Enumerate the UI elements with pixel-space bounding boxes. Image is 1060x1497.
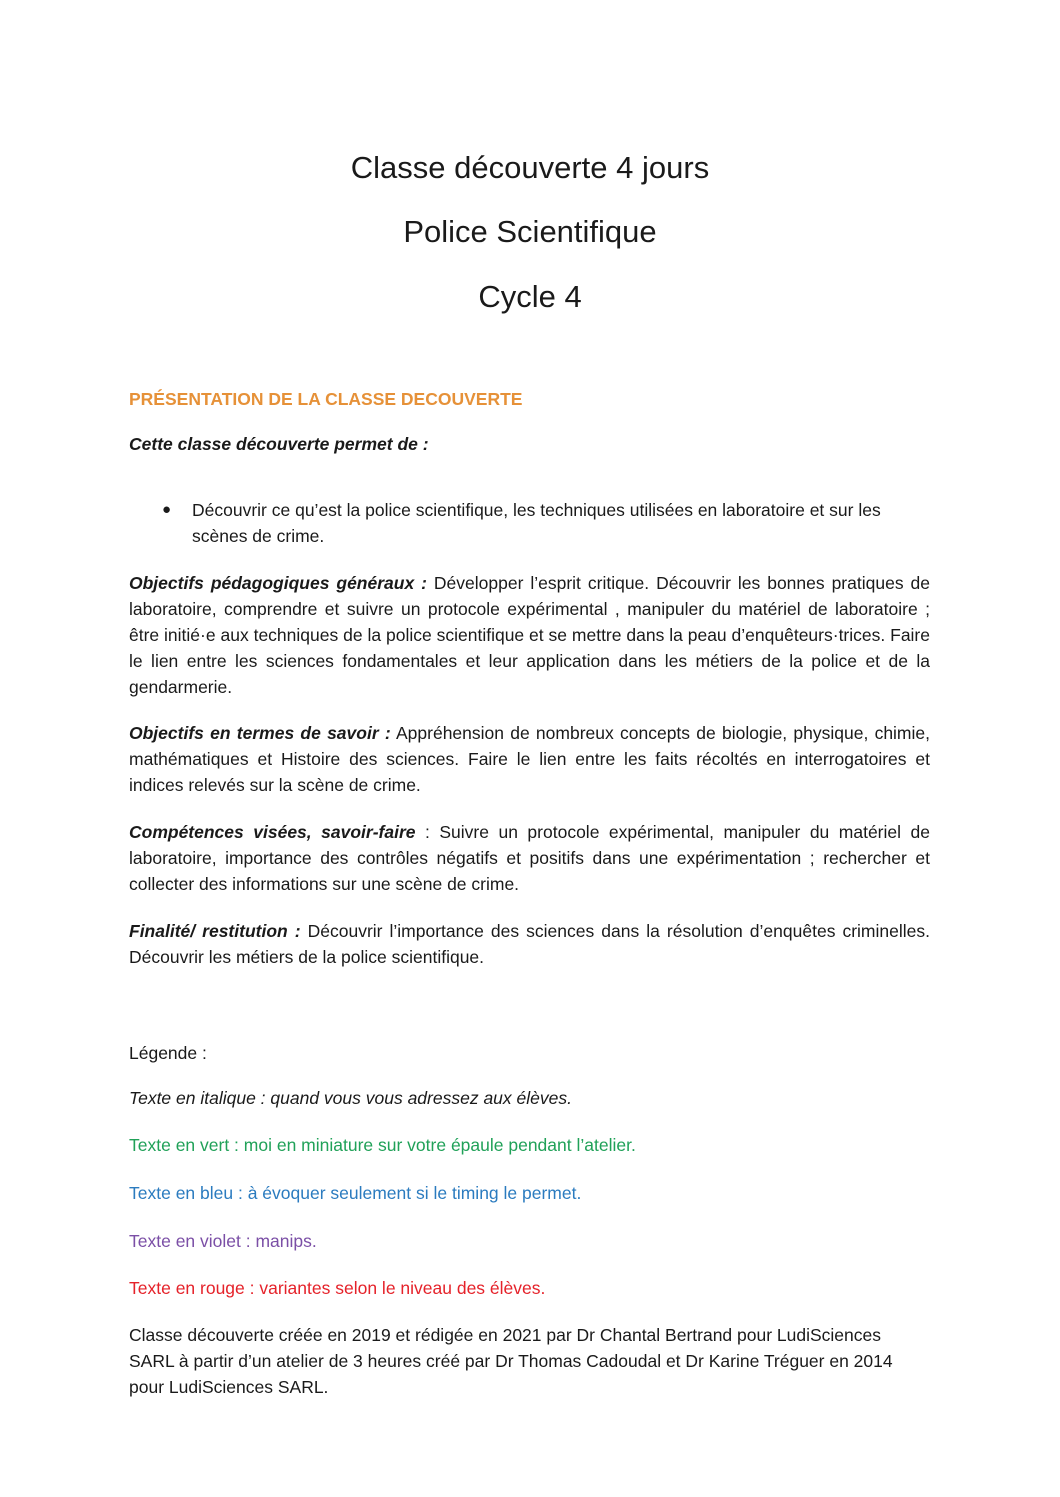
intro-text: Cette classe découverte permet de : [129,434,429,454]
legend-green: Texte en vert : moi en miniature sur votre épaule pendant l’atelier. [129,1135,636,1155]
skills-label: Compétences visées, savoir-faire [129,822,416,842]
skills-text: : Suivre un protocole expérimental, manipuler du matériel de laboratoire, importance des contrôles négatifs et positifs dans une expérimentation ; rechercher et collecter des informations sur une scène de crime. [129,822,930,894]
objectives-general-paragraph [129,570,930,700]
document-cycle: Cycle 4 [478,279,582,314]
objectives-general-text: Développer l’esprit critique. Découvrir les bonnes pratiques de laboratoire, comprendre et suivre un protocole expérimental , manipuler du matériel de laboratoire ; être initié·e aux techniques de la police scientifique et se mettre dans la peau d’enquêteurs·trices. Faire le lien entre les sciences fondamentales et leur application dans les métiers de la police et de la gendarmerie. [129,573,930,697]
purpose-label: Finalité/ restitution : [129,921,301,941]
skills-paragraph [129,819,930,897]
purpose-paragraph [129,918,930,970]
legend-title: Légende : [129,1043,207,1063]
section-heading-presentation: PRÉSENTATION DE LA CLASSE DECOUVERTE [129,389,523,409]
bullet-icon: ● [162,501,172,518]
bullet-list [158,497,918,549]
list-item [158,497,918,549]
objectives-knowledge-label: Objectifs en termes de savoir : [129,723,391,743]
objectives-knowledge-text: Appréhension de nombreux concepts de biologie, physique, chimie, mathématiques et Histoire des sciences. Faire le lien entre les faits récoltés en interrogatoires et indices relevés sur la scène de crime. [129,723,930,795]
document-title: Classe découverte 4 jours [350,150,710,185]
legend-blue: Texte en bleu : à évoquer seulement si le timing le permet. [129,1183,582,1203]
objectives-knowledge-paragraph [129,720,930,798]
credits-paragraph: Classe découverte créée en 2019 et rédigée en 2021 par Dr Chantal Bertrand pour LudiSciences SARL à partir d’un atelier de 3 heures créé par Dr Thomas Cadoudal et Dr Karine Tréguer en 2014 pour LudiSciences SARL. [129,1325,893,1397]
legend-italic: Texte en italique : quand vous vous adressez aux élèves. [129,1088,572,1108]
bullet-text: Découvrir ce qu’est la police scientifique, les techniques utilisées en laboratoire et sur les scènes de crime. [192,500,881,546]
purpose-text: Découvrir l’importance des sciences dans la résolution d’enquêtes criminelles. Découvrir les métiers de la police scientifique. [129,921,930,967]
legend-violet: Texte en violet : manips. [129,1231,317,1251]
document-subtitle: Police Scientifique [403,214,657,249]
objectives-general-label: Objectifs pédagogiques généraux : [129,573,427,593]
legend-red: Texte en rouge : variantes selon le niveau des élèves. [129,1278,546,1298]
